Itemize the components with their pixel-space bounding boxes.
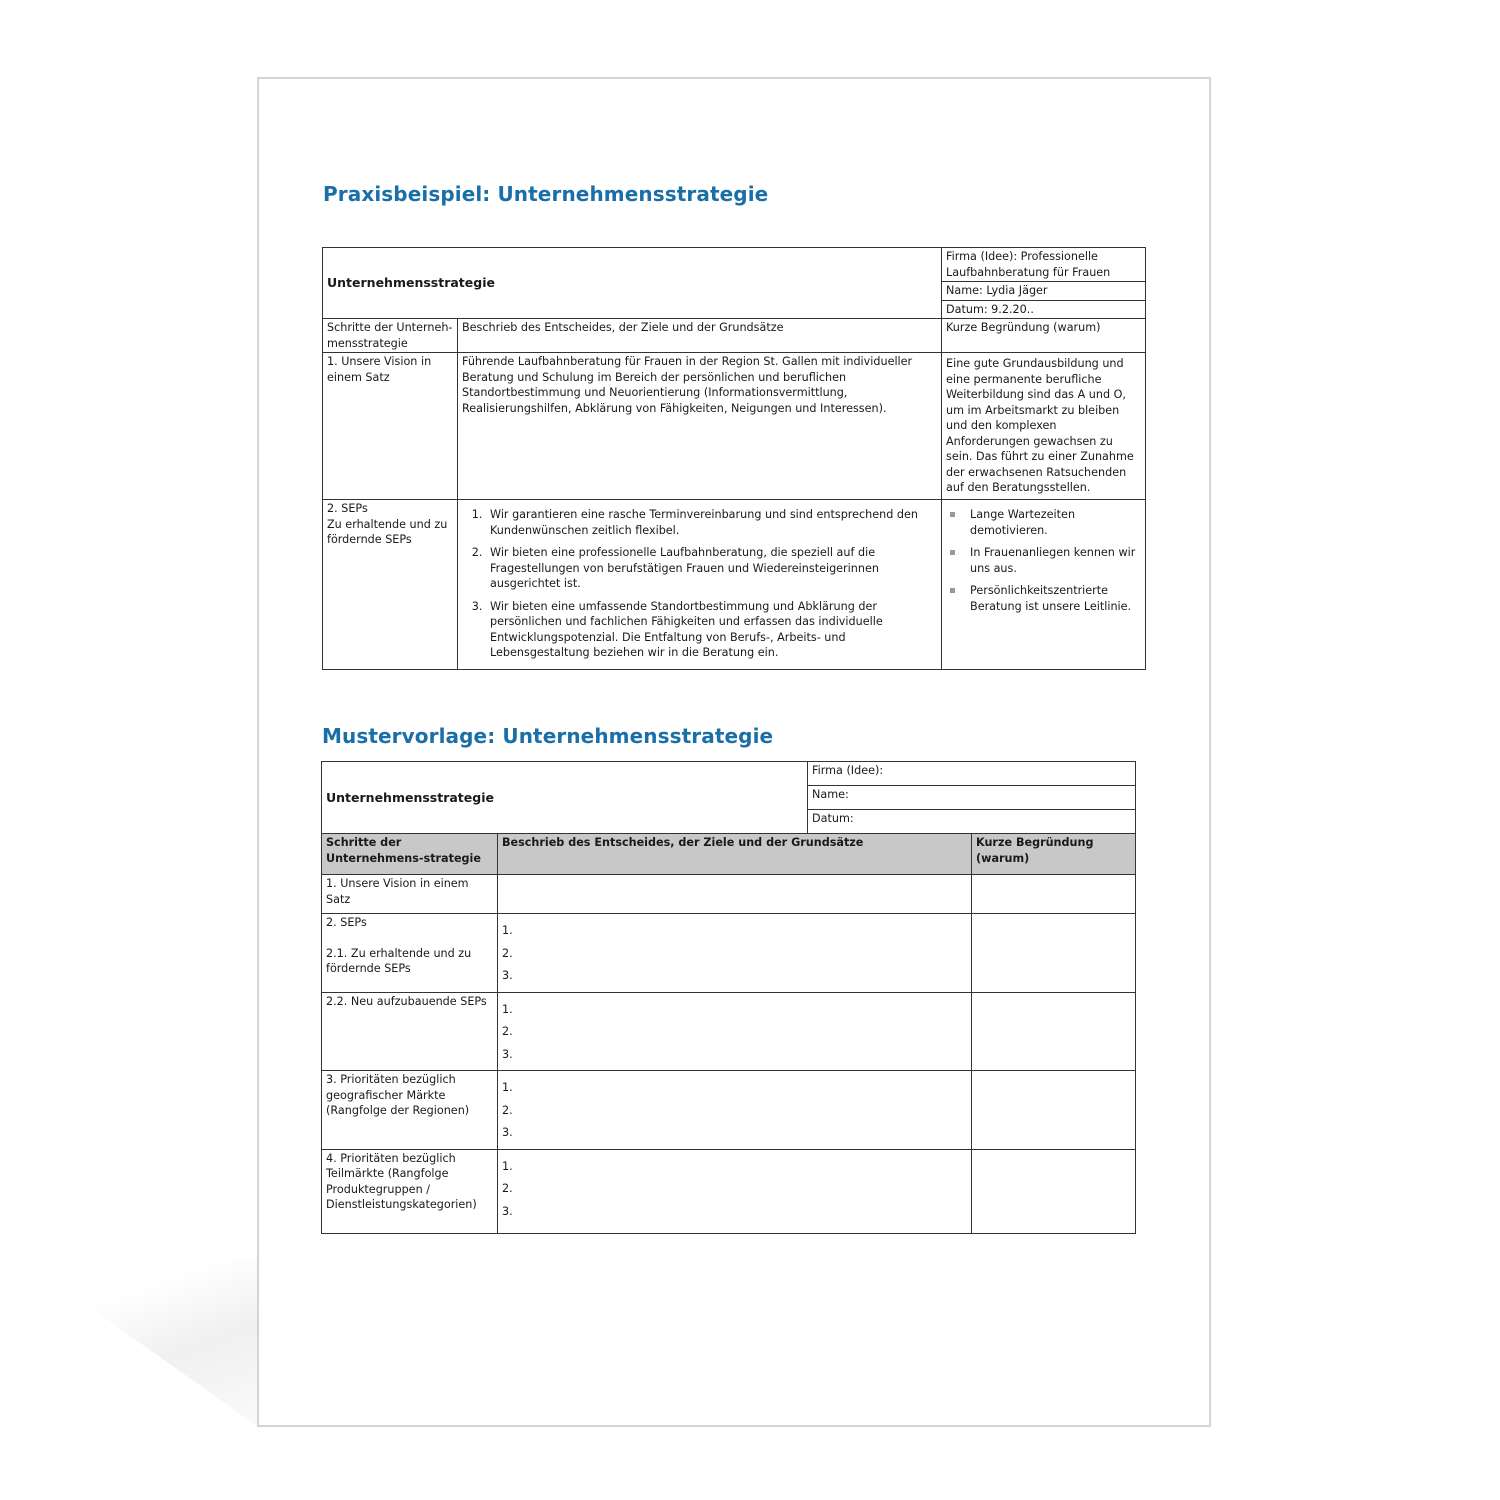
vision-reason-field[interactable] [972,875,1136,914]
list-item: 2. Wir bieten eine professionelle Laufbahnberatung, die speziell auf die Fragestellungen von berufstätigen Frauen und Wiedereinsteigerinnen ausgerichtet ist. [486,545,937,592]
firma-cell: Firma (Idee): Professionelle Laufbahnberatung für Frauen [942,248,1146,282]
col-header-steps: Schritte der Unternehmens-strategie [322,834,498,875]
seps-description [458,500,942,670]
vision-label: 1. Unsere Vision in einem Satz [322,875,498,914]
list-number: 3. [502,1126,513,1139]
mustervorlage-heading: Mustervorlage: Unternehmensstrategie [322,724,774,748]
list-number: 2. [502,946,513,960]
submarkets-label: 4. Prioritäten bezüglich Teilmärkte (Rangfolge Produktegruppen / Dienstleistungskategorien) [322,1149,498,1233]
col-header-reason: Kurze Begründung (warum) [942,319,1146,353]
new-seps-label: 2.2. Neu aufzubauende SEPs [322,992,498,1071]
list-item: Persönlichkeitszentrierte Beratung ist unsere Leitlinie. [970,583,1141,614]
datum-field[interactable]: Datum: [808,810,1136,834]
vision-description-field[interactable] [498,875,972,914]
list-item: Lange Wartezeiten demotivieren. [970,507,1141,538]
geo-description-field[interactable] [498,1071,972,1150]
list-number: 3. [502,1047,513,1061]
seps-reason-field[interactable] [972,914,1136,993]
vision-reason: Eine gute Grundausbildung und eine permanente berufliche Weiterbildung sind das A und O, um im Arbeitsmarkt zu bleiben und den komplexen Anforderungen gewachsen zu sein. Das führt zu einer Zunahme der erwachsenen Ratsuchenden auf den Beratungsstellen. [942,353,1146,500]
name-cell: Name: Lydia Jäger [942,282,1146,301]
page-shadow [0,1258,260,1428]
list-number: 2. [502,1182,513,1195]
col-header-reason: Kurze Begründung (warum) [972,834,1136,875]
list-number: 2. [502,1103,513,1117]
list-number: 1. [502,1159,513,1173]
new-seps-description-field[interactable] [498,992,972,1071]
col-header-steps: Schritte der Unterneh-mensstrategie [323,319,458,353]
geo-label: 3. Prioritäten bezüglich geografischer Märkte (Rangfolge der Regionen) [322,1071,498,1150]
col-header-description: Beschrieb des Entscheides, der Ziele und der Grundsätze [498,834,972,875]
seps-description-field[interactable] [498,914,972,993]
mustervorlage-table [321,761,1136,1234]
submarkets-reason-field[interactable] [972,1149,1136,1233]
seps-reasons [942,500,1146,670]
list-number: 1. [502,1081,513,1094]
list-item: In Frauenanliegen kennen wir uns aus. [970,545,1141,576]
submarkets-description-field[interactable] [498,1149,972,1233]
list-number: 2. [502,1025,513,1038]
datum-cell: Datum: 9.2.20.. [942,300,1146,319]
seps-label-line2: Zu erhaltende und zu fördernde SEPs [327,517,448,546]
vision-description: Führende Laufbahnberatung für Frauen in der Region St. Gallen mit individueller Beratung und Schulung im Bereich der persönlichen und beruflichen Standortbestimmung und Neuorientierung (Informationsvermittlung, Realisierungshilfen, Abklärung von Fähigkeiten, Neigungen und Interessen). [458,353,942,500]
praxisbeispiel-table [322,247,1146,670]
seps-label [322,914,498,993]
list-number: 3. [502,1204,513,1218]
seps-label-line1: 2. SEPs [327,502,368,515]
seps-label-line1: 2. SEPs [326,916,367,929]
col-header-description: Beschrieb des Entscheides, der Ziele und der Grundsätze [458,319,942,353]
list-item: 1. Wir garantieren eine rasche Terminvereinbarung und sind entsprechend den Kundenwünschen zeitlich flexibel. [486,507,937,538]
name-field[interactable]: Name: [808,786,1136,810]
list-item: 3. Wir bieten eine umfassende Standortbestimmung und Abklärung der persönlichen und fachlichen Fähigkeiten und erfassen das individuelle Entwicklungspotenzial. Die Entfaltung von Berufs-, Arbeits- und Lebensgestaltung beziehen wir in die Beratung ein. [486,599,937,661]
table-title: Unternehmensstrategie [322,762,808,834]
vision-label: 1. Unsere Vision in einem Satz [323,353,458,500]
list-number: 1. [502,1002,513,1016]
list-number: 3. [502,969,513,982]
list-number: 1. [502,924,513,937]
firma-field[interactable]: Firma (Idee): [808,762,1136,786]
table-title: Unternehmensstrategie [323,248,942,319]
geo-reason-field[interactable] [972,1071,1136,1150]
new-seps-reason-field[interactable] [972,992,1136,1071]
seps-label-line2: 2.1. Zu erhaltende und zu fördernde SEPs [326,946,472,975]
praxisbeispiel-heading: Praxisbeispiel: Unternehmensstrategie [323,182,769,206]
seps-label [323,500,458,670]
